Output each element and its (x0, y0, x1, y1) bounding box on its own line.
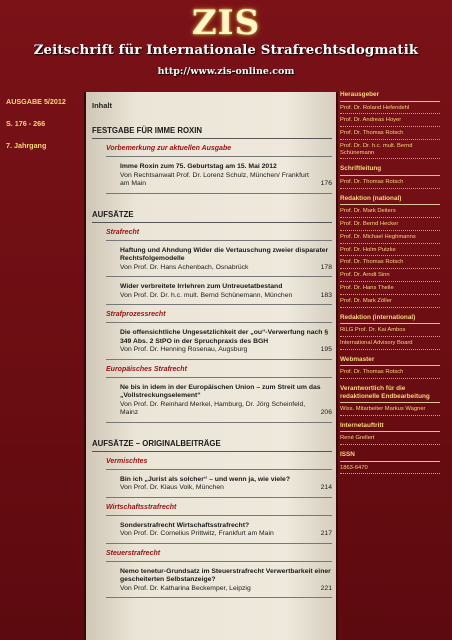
article-page: 206 (320, 409, 332, 416)
article-entry[interactable] (120, 522, 332, 539)
sidebar-link[interactable]: Prof. Dr. Dr. h.c. mult. Bernd Schünemann (340, 142, 413, 156)
issue-volume: 7. Jahrgang (6, 141, 47, 150)
sidebar-dotted-divider (340, 294, 440, 295)
article-author: Von Prof. Dr. Reinhard Merkel, Hamburg, Dr. Jörg Scheinfeld, Mainz (120, 400, 306, 416)
sidebar-divider (340, 461, 440, 462)
article-page: 195 (320, 346, 332, 353)
article-page: 217 (320, 530, 332, 537)
sidebar-link[interactable]: Prof. Dr. Mark Zöller (340, 297, 392, 304)
sidebar-link[interactable]: RiLG Prof. Dr. Kai Ambos (340, 327, 406, 334)
sidebar-section (340, 451, 446, 474)
category-divider (106, 469, 332, 470)
sidebar-dotted-divider (340, 378, 440, 379)
sidebar-dotted-divider (340, 268, 440, 269)
article-entry[interactable] (120, 247, 332, 273)
sidebar-dotted-divider (340, 126, 440, 127)
table-of-contents (84, 92, 338, 640)
sidebar-link[interactable]: Prof. Dr. Thomas Rotsch (340, 178, 404, 185)
sidebar-link[interactable]: International Advisory Board (340, 339, 413, 346)
sidebar-section (340, 165, 446, 188)
sidebar-dotted-divider (340, 473, 440, 474)
sidebar-dotted-divider (340, 158, 440, 159)
section-divider (92, 451, 332, 452)
article-page: 183 (320, 291, 332, 299)
article-title[interactable]: Ne bis in idem in der Europäischen Union – zum Streit um das „Vollstreckungselement“ (120, 383, 321, 399)
category-heading: Europäisches Strafrecht (106, 365, 187, 373)
sidebar-heading: ISSN (340, 451, 355, 459)
sidebar-section (340, 314, 446, 350)
category-heading: Wirtschaftsstrafrecht (106, 503, 177, 511)
sidebar-heading: Internetauftritt (340, 421, 384, 429)
sidebar-dotted-divider (340, 139, 440, 140)
article-author: Von Prof. Dr. Henning Rosenau, Augsburg (120, 346, 248, 353)
sidebar-divider (340, 175, 440, 176)
toc-heading: Inhalt (92, 101, 112, 110)
article-page: 214 (320, 484, 332, 491)
article-entry[interactable] (120, 476, 332, 493)
article-author: Von Prof. Dr. Klaus Volk, München (120, 484, 224, 491)
sidebar-heading: Verantwortlich für die redaktionelle Endbearbeitung (340, 385, 430, 400)
sidebar-section (340, 195, 446, 308)
toc-body (92, 98, 332, 598)
category-heading: Steuerstrafrecht (106, 549, 161, 557)
category-divider (106, 515, 332, 516)
sidebar-link[interactable]: Prof. Dr. Michael Heghmanns (340, 233, 416, 240)
article-entry[interactable] (120, 329, 332, 355)
editorial-sidebar (340, 91, 446, 480)
article-author: Von Prof. Dr. Cornelius Prittwitz, Frankfurt am Main (120, 530, 274, 537)
section-divider (92, 138, 332, 139)
article-author: Von Rechtsanwalt Prof. Dr. Lorenz Schulz, München/ Frankfurt am Main (120, 171, 309, 187)
article-author: Von Prof. Dr. Katharina Beckemper, Leipzig (120, 584, 251, 592)
sidebar-section (340, 422, 446, 445)
sidebar-link[interactable]: Prof. Dr. Roland Hefendehl (340, 104, 410, 111)
category-heading: Strafrecht (106, 228, 140, 236)
sidebar-link[interactable]: Prof. Dr. Bernd Hecker (340, 221, 399, 228)
article-title[interactable]: Imme Roxin zum 75. Geburtstag am 15. Mai 2012 (120, 163, 277, 170)
category-divider (106, 377, 332, 378)
category-divider (106, 156, 332, 157)
sidebar-divider (340, 101, 440, 102)
entry-divider (106, 543, 332, 544)
article-entry[interactable] (120, 568, 332, 594)
sidebar-link[interactable]: Prof. Dr. Thomas Rotsch (340, 259, 404, 266)
section-heading: AUFSÄTZE (92, 209, 134, 219)
sidebar-dotted-divider (340, 113, 440, 114)
article-author: Von Prof. Dr. Dr. h.c. mult. Bernd Schünemann, München (120, 291, 293, 299)
article-title[interactable]: Sonderstrafrecht Wirtschaftsstrafrecht? (120, 521, 250, 529)
entry-divider (106, 422, 332, 423)
article-title[interactable]: Wider verbreitete Irrlehren zum Untreuetatbestand (120, 283, 283, 290)
entry-divider (106, 359, 332, 360)
article-page: 176 (320, 180, 332, 187)
sidebar-section (340, 356, 446, 379)
issue-pages: S. 176 - 266 (6, 119, 46, 128)
sidebar-divider (340, 402, 440, 403)
article-author: Von Prof. Dr. Hans Achenbach, Osnabrück (120, 263, 249, 271)
sidebar-link[interactable]: Prof. Dr. Thomas Rotsch (340, 130, 404, 137)
sidebar-section (340, 385, 446, 416)
sidebar-dotted-divider (340, 444, 440, 445)
article-title[interactable]: Nemo tenetur-Grundsatz im Steuerstrafrecht Verwertbarkeit einer gescheiterten Selbstanzeige? (120, 567, 331, 583)
sidebar-heading: Redaktion (national) (340, 194, 402, 202)
sidebar-divider (340, 204, 440, 205)
category-heading: Vermischtes (106, 457, 148, 465)
article-entry[interactable] (120, 163, 332, 189)
article-page: 178 (320, 263, 332, 271)
sidebar-divider (340, 431, 440, 432)
sidebar-dotted-divider (340, 349, 440, 350)
article-entry[interactable] (120, 283, 332, 300)
sidebar-heading: Herausgeber (340, 91, 380, 98)
sidebar-link[interactable]: Prof. Dr. Mark Deiters (340, 208, 396, 215)
sidebar-dotted-divider (340, 243, 440, 244)
sidebar-section (340, 91, 446, 159)
article-entry[interactable] (120, 384, 332, 418)
section-heading: AUFSÄTZE – ORIGINALBEITRÄGE (92, 438, 221, 448)
sidebar-link[interactable]: Prof. Dr. Hans Theile (340, 285, 394, 292)
category-divider (106, 322, 332, 323)
entry-divider (106, 597, 332, 598)
issue-number: AUSGABE 5/2012 (6, 97, 66, 106)
category-heading: Strafprozessrecht (106, 311, 166, 318)
sidebar-link[interactable]: 1863-6470 (340, 464, 368, 471)
sidebar-dotted-divider (340, 307, 440, 308)
category-heading: Vorbemerkung zur aktuellen Ausgabe (106, 145, 232, 152)
sidebar-heading: Webmaster (340, 355, 375, 363)
website-link[interactable]: http://www.zis-online.com (157, 66, 295, 77)
sidebar-divider (340, 323, 440, 324)
sidebar-link[interactable]: Prof. Dr. Arndt Sinn (340, 272, 390, 279)
category-divider (106, 561, 332, 562)
section-heading: FESTGABE FÜR IMME ROXIN (92, 126, 203, 135)
sidebar-link[interactable]: Prof. Dr. Holm Putzke (340, 246, 396, 253)
entry-divider (106, 276, 332, 277)
masthead (0, 0, 452, 88)
journal-subtitle: Zeitschrift für Internationale Strafrechtsdogmatik (33, 42, 419, 58)
sidebar-link[interactable]: René Grellert (340, 435, 375, 442)
sidebar-dotted-divider (340, 281, 440, 282)
sidebar-dotted-divider (340, 230, 440, 231)
sidebar-dotted-divider (340, 336, 440, 337)
section-divider (92, 222, 332, 223)
entry-divider (106, 193, 332, 194)
zis-logo: ZIS (191, 3, 261, 43)
sidebar-link[interactable]: Prof. Dr. Thomas Rotsch (340, 369, 404, 376)
sidebar-dotted-divider (340, 415, 440, 416)
article-title[interactable]: Bin ich „Jurist als solcher“ – und wenn ja, wie viele? (120, 475, 290, 483)
sidebar-dotted-divider (340, 188, 440, 189)
sidebar-heading: Schriftleitung (340, 165, 382, 173)
issue-info (6, 97, 82, 163)
article-title[interactable]: Haftung und Ahndung Wider die Vertauschung zweier disparater Rechtsfolgemodelle (120, 246, 329, 262)
article-title[interactable]: Die offensichtliche Ungesetzlichkeit der „ou“-Verwerfung nach § 349 Abs. 2 StPO in der Spruchpraxis des BGH (120, 329, 329, 345)
sidebar-dotted-divider (340, 217, 440, 218)
sidebar-dotted-divider (340, 255, 440, 256)
sidebar-link[interactable]: Prof. Dr. Andreas Hoyer (340, 117, 402, 124)
article-page: 221 (320, 584, 332, 592)
entry-divider (106, 497, 332, 498)
sidebar-heading: Redaktion (international) (340, 313, 416, 321)
category-divider (106, 240, 332, 241)
sidebar-link[interactable]: Wiss. Mitarbeiter Markus Wagner (340, 406, 426, 413)
sidebar-divider (340, 365, 440, 366)
entry-divider (106, 304, 332, 305)
